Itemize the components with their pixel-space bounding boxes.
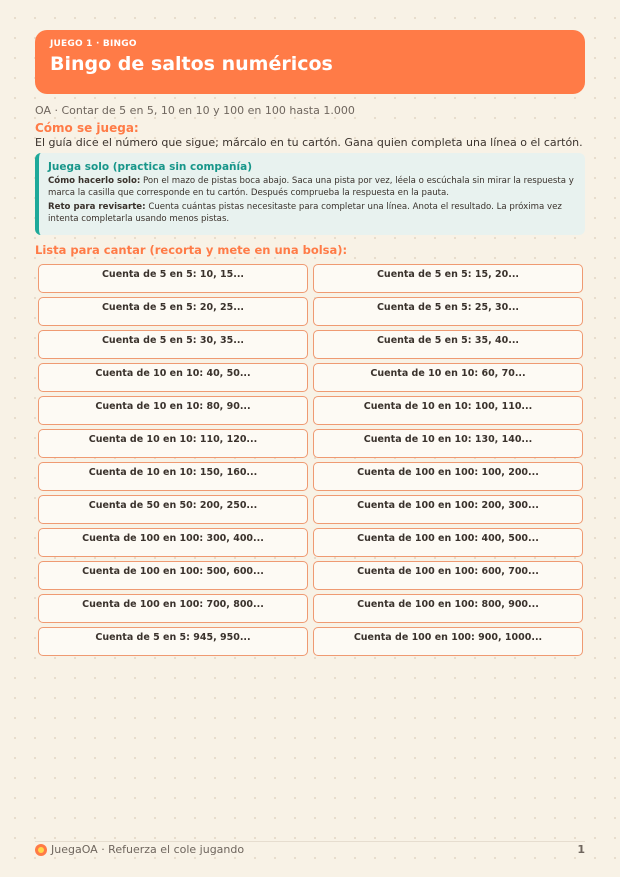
call-card: Cuenta de 100 en 100: 500, 600... [38, 561, 308, 590]
call-card: Cuenta de 100 en 100: 800, 900... [313, 594, 583, 623]
call-card: Cuenta de 100 en 100: 200, 300... [313, 495, 583, 524]
call-card: Cuenta de 100 en 100: 100, 200... [313, 462, 583, 491]
solo-how-text: Pon el mazo de pistas boca abajo. Saca una pista por vez, léela o escúchala sin mirar la respuesta y marca la casilla que corresponde en tu cartón. Después comprueba la respuesta en la pauta. [48, 176, 574, 198]
solo-heading: Juega solo (practica sin compañía) [48, 161, 252, 173]
call-card: Cuenta de 100 en 100: 300, 400... [38, 528, 308, 557]
call-list-heading: Lista para cantar (recorta y mete en una bolsa): [35, 243, 348, 257]
solo-challenge-label: Reto para revisarte: [48, 202, 146, 212]
solo-play-box [35, 153, 585, 235]
solo-how-paragraph [48, 176, 575, 199]
call-card: Cuenta de 10 en 10: 110, 120... [38, 429, 308, 458]
solo-challenge-paragraph [48, 202, 575, 225]
call-card: Cuenta de 5 en 5: 945, 950... [38, 627, 308, 656]
call-card: Cuenta de 5 en 5: 15, 20... [313, 264, 583, 293]
call-card: Cuenta de 5 en 5: 10, 15... [38, 264, 308, 293]
call-card-grid [38, 264, 583, 656]
solo-how-label: Cómo hacerlo solo: [48, 176, 141, 186]
call-card: Cuenta de 10 en 10: 100, 110... [313, 396, 583, 425]
call-card: Cuenta de 10 en 10: 130, 140... [313, 429, 583, 458]
call-card: Cuenta de 10 en 10: 60, 70... [313, 363, 583, 392]
call-card: Cuenta de 100 en 100: 700, 800... [38, 594, 308, 623]
call-card: Cuenta de 10 en 10: 150, 160... [38, 462, 308, 491]
call-card: Cuenta de 100 en 100: 900, 1000... [313, 627, 583, 656]
footer-divider [35, 841, 585, 842]
call-card: Cuenta de 50 en 50: 200, 250... [38, 495, 308, 524]
call-card: Cuenta de 5 en 5: 35, 40... [313, 330, 583, 359]
call-card: Cuenta de 10 en 10: 40, 50... [38, 363, 308, 392]
game-kicker: JUEGO 1 · BINGO [50, 39, 137, 49]
page-title: Bingo de saltos numéricos [50, 53, 333, 75]
juegaoa-logo-icon [35, 844, 47, 856]
call-card: Cuenta de 10 en 10: 80, 90... [38, 396, 308, 425]
howto-heading: Cómo se juega: [35, 121, 139, 135]
call-card: Cuenta de 5 en 5: 30, 35... [38, 330, 308, 359]
call-card: Cuenta de 5 en 5: 25, 30... [313, 297, 583, 326]
call-card: Cuenta de 100 en 100: 400, 500... [313, 528, 583, 557]
learning-objective: OA · Contar de 5 en 5, 10 en 10 y 100 en 100 hasta 1.000 [35, 104, 355, 117]
page-header [35, 30, 585, 94]
call-card: Cuenta de 5 en 5: 20, 25... [38, 297, 308, 326]
howto-text: El guía dice el número que sigue; márcalo en tu cartón. Gana quien completa una línea o el cartón. [35, 136, 583, 149]
page-number: 1 [577, 843, 585, 856]
footer-brand [35, 843, 244, 856]
solo-challenge-text: Cuenta cuántas pistas necesitaste para completar una línea. Anota el resultado. La próxima vez intenta completarla usando menos pistas. [48, 202, 562, 224]
footer-brand-text: JuegaOA · Refuerza el cole jugando [51, 843, 245, 856]
call-card: Cuenta de 100 en 100: 600, 700... [313, 561, 583, 590]
